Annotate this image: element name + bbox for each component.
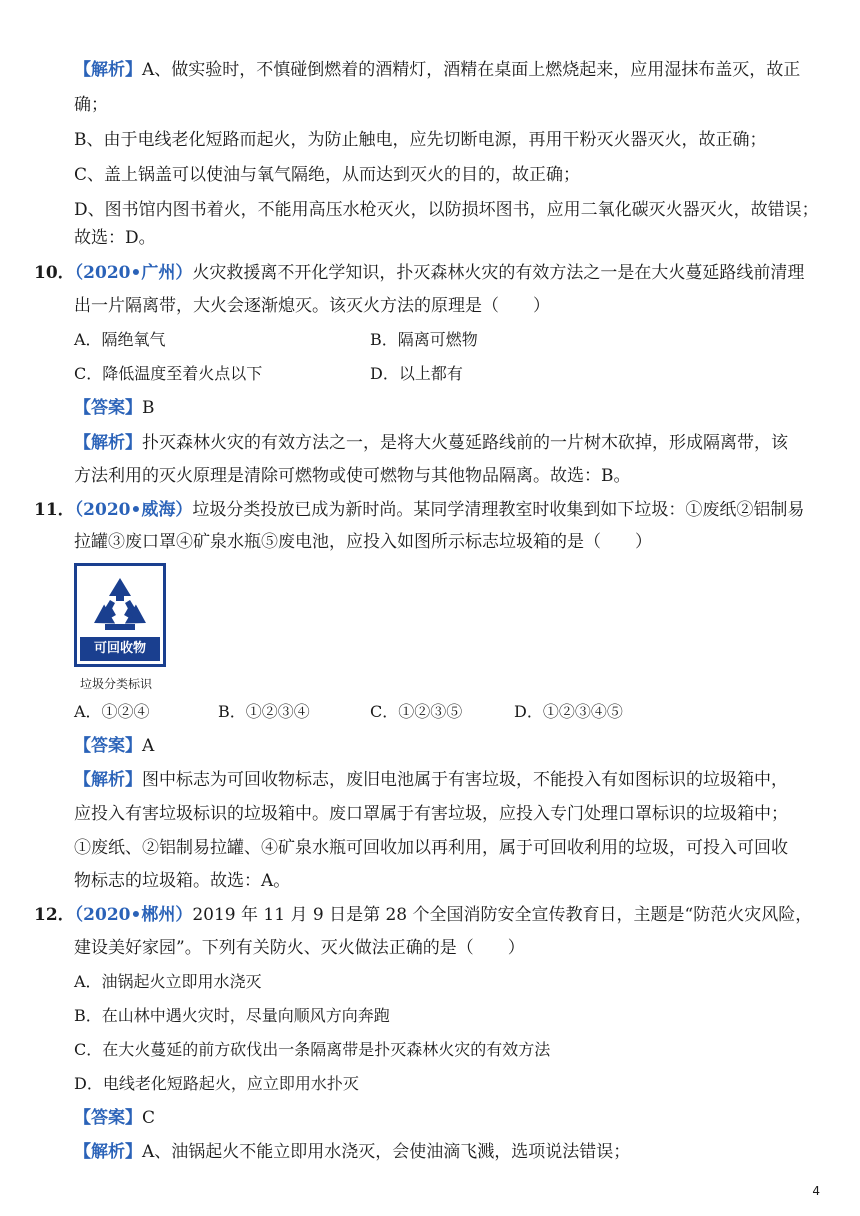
q12-answer: 【答案】C: [74, 1108, 156, 1128]
q12-stem-line-1: 2019 年 11 月 9 日是第 28 个全国消防安全宣传教育日，主题是“防范火灾风险，: [192, 905, 813, 925]
q12-option-a: A．油锅起火立即用水浇灭: [74, 972, 262, 991]
q11-stem-line-2: 拉罐③废口罩④矿泉水瓶⑤废电池，应投入如图所示标志垃圾箱的是（ ）: [74, 532, 652, 552]
q11-analysis-line-3: ①废纸、②铝制易拉罐、④矿泉水瓶可回收加以再利用，属于可回收利用的垃圾，可投入可回收: [74, 838, 788, 858]
q9-analysis-line-4: C、盖上锅盖可以使油与氧气隔绝，从而达到灭火的目的，故正确；: [74, 165, 581, 185]
q12-number: 12．（2020•郴州）2019 年 11 月 9 日是第 28 个全国消防安全宣传教育日，主题是“防范火灾风险，: [34, 905, 813, 925]
q9-analysis-line-6: 故选：D。: [74, 228, 156, 248]
q9-analysis-line-1: 【解析】A、做实验时，不慎碰倒燃着的酒精灯，酒精在桌面上燃烧起来，应用湿抹布盖灭，故正: [74, 60, 801, 80]
analysis-tag: 【解析】: [74, 60, 142, 80]
q9-analysis-line-3: B、由于电线老化短路而起火，为防止触电，应先切断电源，再用干粉灭火器灭火，故正确；: [74, 130, 767, 150]
recycle-icon: [77, 568, 163, 642]
q12-option-b: B．在山林中遇火灾时，尽量向顺风方向奔跑: [74, 1006, 390, 1025]
recycle-logo-frame: [74, 563, 166, 667]
q11-option-b: B．①②③④: [218, 702, 310, 721]
recycle-logo-caption: 垃圾分类标识: [80, 677, 153, 691]
q10-option-b: B．隔离可燃物: [370, 330, 478, 349]
q11-analysis-line-2: 应投入有害垃圾标识的垃圾箱中。废口罩属于有害垃圾，应投入专门处理口罩标识的垃圾箱中；: [74, 804, 788, 824]
q11-stem-line-1: 垃圾分类投放已成为新时尚。某同学清理教室时收集到如下垃圾：①废纸②铝制易: [192, 500, 805, 520]
q10-analysis-line-1: 【解析】扑灭森林火灾的有效方法之一，是将大火蔓延路线前的一片树木砍掉，形成隔离带，该: [74, 433, 788, 453]
q10-option-d: D．以上都有: [370, 364, 463, 383]
recycle-logo: [74, 563, 170, 673]
q11-option-d: D．①②③④⑤: [514, 702, 623, 721]
q9-analysis-line-5: D、图书馆内图书着火，不能用高压水枪灭火，以防损坏图书，应用二氧化碳灭火器灭火，故错误；: [74, 200, 819, 220]
q11-option-c: C．①②③⑤: [370, 702, 463, 721]
recycle-logo-label: 可回收物: [80, 637, 160, 661]
q10-number: 10．（2020•广州）火灾救援离不开化学知识，扑灭森林火灾的有效方法之一是在大火蔓延路线前清理: [34, 263, 805, 283]
q11-analysis-line-4: 物标志的垃圾箱。故选：A。: [74, 871, 291, 891]
q9-analysis-line-2: 确；: [74, 95, 108, 115]
q10-option-c: C．降低温度至着火点以下: [74, 364, 263, 383]
q10-stem-line-2: 出一片隔离带，大火会逐渐熄灭。该灭火方法的原理是（ ）: [74, 296, 550, 316]
q11-answer: 【答案】A: [74, 736, 155, 756]
q12-option-d: D．电线老化短路起火，应立即用水扑灭: [74, 1074, 359, 1093]
q11-analysis-line-1: 【解析】图中标志为可回收物标志，废旧电池属于有害垃圾，不能投入有如图标识的垃圾箱中，: [74, 770, 788, 790]
page-number: 4: [812, 1184, 820, 1198]
q10-analysis-line-2: 方法利用的灭火原理是清除可燃物或使可燃物与其他物品隔离。故选：B。: [74, 466, 631, 486]
q10-stem-line-1: 火灾救援离不开化学知识，扑灭森林火灾的有效方法之一是在大火蔓延路线前清理: [192, 263, 805, 283]
q11-source: （2020•威海）: [74, 500, 193, 520]
q12-source: （2020•郴州）: [74, 905, 193, 925]
q11-option-a: A．①②④: [74, 702, 150, 721]
q12-analysis-line-1: 【解析】A、油锅起火不能立即用水浇灭，会使油滴飞溅，选项说法错误；: [74, 1142, 631, 1162]
q11-number: 11．（2020•威海）垃圾分类投放已成为新时尚。某同学清理教室时收集到如下垃圾：①废纸②铝制易: [34, 500, 805, 520]
q10-source: （2020•广州）: [74, 263, 193, 283]
q12-stem-line-2: 建设美好家园”。下列有关防火、灭火做法正确的是（ ）: [74, 938, 525, 958]
q12-option-c: C．在大火蔓延的前方砍伐出一条隔离带是扑灭森林火灾的有效方法: [74, 1040, 551, 1059]
q10-option-a: A．隔绝氧气: [74, 330, 166, 349]
q10-answer: 【答案】B: [74, 398, 155, 418]
